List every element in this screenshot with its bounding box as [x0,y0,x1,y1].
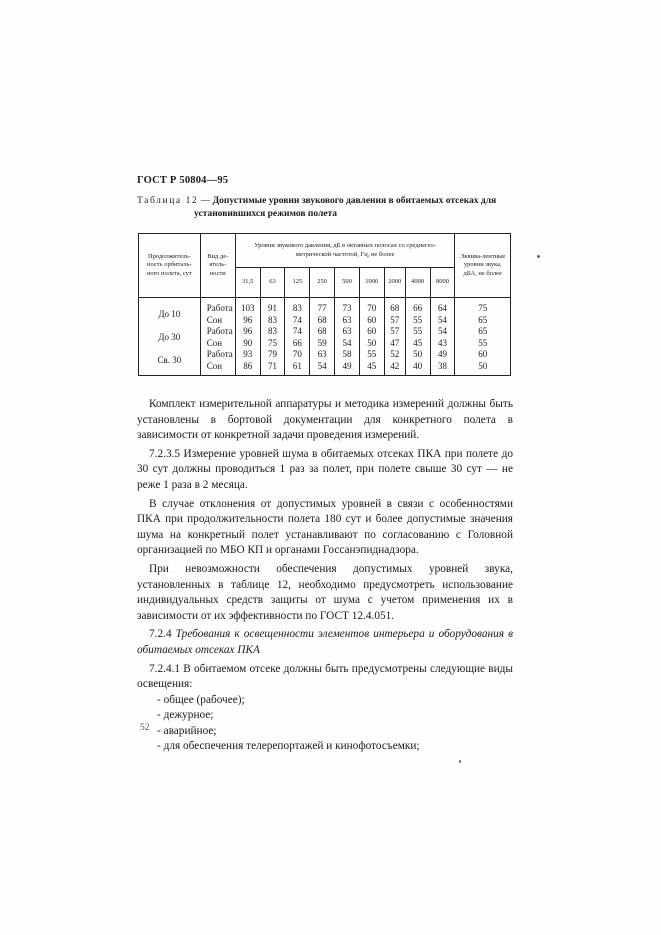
page-number: 52 [140,723,150,733]
level-cell: 57 [390,326,400,336]
level-cell: 60 [478,349,488,359]
list-item: - аварийное; [157,724,217,737]
duration-cell: Св. 30 [157,354,182,365]
section-title: Требования к освещенности элементов интерьера и оборудования в обитаемых отсеках ПКА [137,628,513,656]
equivalent-column [455,298,511,376]
noise-levels-table [138,233,511,376]
level-cell: 50 [478,360,488,371]
table-title-line1: Допустимые уровни звукового давления в обитаемых отсеках для [212,196,497,206]
level-cell: 60 [367,314,377,325]
level-cell: 50 [413,349,423,359]
activity-column [200,298,235,376]
level-cell: 96 [243,326,253,336]
level-cell: 45 [413,337,423,348]
freq-cell: 1000 [359,268,384,298]
paragraph: При невозможности обеспечения допустимых уровней звука, установленных в таблице 12, необходимо предусмотреть использование индивидуальных средств защиты от шума с учетом применения их в зависимости от их эффективности по ГОСТ 12.4.051. [137,562,513,622]
section-heading [137,627,513,658]
level-column [235,298,260,376]
level-cell: 65 [478,314,488,325]
body-text [137,397,513,755]
level-cell: 83 [292,303,302,313]
level-cell: 49 [437,349,447,359]
level-cell: 63 [342,326,352,336]
freq-cell: 4000 [405,268,430,298]
freq-cell: 8000 [430,268,455,298]
level-cell: 79 [268,349,278,359]
level-cell: 55 [413,326,423,336]
header-duration: Продолжитель-ность орбиталь-ного полета, сут [139,234,201,298]
header-levels: Уровни звукового давления, дБ в октавных полосах со среднегео-метрической частотой, Гц, не более [235,234,455,268]
level-cell: 52 [390,349,400,359]
duration-cell: До 30 [158,331,181,342]
scan-speck [459,760,461,763]
level-cell: 71 [268,360,278,371]
level-cell: 59 [317,337,327,348]
level-column [384,298,405,376]
list-item: - дежурное; [157,709,214,722]
level-cell: 68 [390,303,400,313]
level-cell: 73 [342,303,352,313]
level-cell: 74 [292,314,302,325]
level-cell: 38 [437,360,447,371]
level-cell: 55 [413,314,423,325]
table-caption [137,195,517,221]
level-cell: 66 [292,337,302,348]
level-cell: 90 [243,337,253,348]
level-column [260,298,285,376]
table-title-line2: установившихся режимов полета [194,209,338,219]
table-body-row [139,298,511,376]
level-cell: 96 [243,314,253,325]
activity-cell: Сон [206,337,223,348]
level-column [285,298,310,376]
level-cell: 49 [342,360,352,371]
freq-cell: 2000 [384,268,405,298]
paragraph: 7.2.3.5 Измерение уровней шума в обитаемых отсеках ПКА при полете до 30 сут должны проводиться 1 раз за полет, при полете свыше 30 сут — не реже 1 раза в 2 месяца. [137,447,513,491]
level-cell: 75 [268,337,278,348]
level-cell: 42 [390,360,400,371]
caption-dash: — [198,196,213,206]
level-cell: 55 [478,337,488,348]
level-cell: 47 [390,337,400,348]
level-cell: 60 [367,326,377,336]
paragraph: 7.2.4.1 В обитаемом отсеке должны быть предусмотрены следующие виды освещения: [137,662,513,691]
freq-cell: 250 [310,268,335,298]
level-cell: 64 [437,303,447,313]
level-cell: 70 [292,349,302,359]
duration-column [139,298,201,376]
level-cell: 54 [317,360,327,371]
level-cell: 68 [317,314,327,325]
level-cell: 77 [317,303,327,313]
scan-speck [537,255,540,258]
level-cell: 68 [317,326,327,336]
level-cell: 63 [317,349,327,359]
activity-cell: Работа [206,326,233,336]
level-cell: 40 [413,360,423,371]
level-cell: 57 [390,314,400,325]
freq-cell: 63 [260,268,285,298]
header-equivalent: Эквива-лентные уровни звука, дБА, не более [455,234,511,298]
level-cell: 83 [268,326,278,336]
level-column [405,298,430,376]
table-label: Таблица 12 [137,196,199,206]
freq-cell: 125 [285,268,310,298]
level-cell: 55 [367,349,377,359]
section-number: 7.2.4 [149,628,172,641]
header-activity: Вид де-ятель-ности [200,234,235,298]
activity-cell: Работа [206,303,233,313]
document-header: ГОСТ Р 50804—95 [137,175,229,186]
level-cell: 65 [478,326,488,336]
level-cell: 45 [367,360,377,371]
level-cell: 54 [437,326,447,336]
level-column [310,298,335,376]
level-cell: 74 [292,326,302,336]
level-cell: 54 [342,337,352,348]
level-cell: 86 [243,360,253,371]
level-cell: 70 [367,303,377,313]
level-cell: 91 [268,303,278,313]
list-item: - для обеспечения телерепортажей и кинофотосъемки; [157,740,420,753]
level-cell: 54 [437,314,447,325]
paragraph: Комплект измерительной аппаратуры и методика измерений должны быть установлены в бортовой документации для конкретного полета в зависимости от конкретной задачи проведения измерений. [137,398,513,442]
paragraph: В случае отклонения от допустимых уровней в связи с особенностями ПКА при продолжительности полета 180 сут и более допустимые значения шума на конкретный полет устанавливают по согласованию с Головной организацией по МБО КП и органами Госсанэпиднадзора. [137,497,513,557]
level-column [359,298,384,376]
level-column [430,298,455,376]
activity-cell: Сон [206,360,223,371]
duration-cell: До 10 [158,308,181,319]
level-cell: 83 [268,314,278,325]
level-column [335,298,360,376]
level-cell: 58 [342,349,352,359]
level-cell: 103 [240,303,255,313]
level-cell: 61 [292,360,302,371]
level-cell: 63 [342,314,352,325]
level-cell: 75 [478,303,488,313]
freq-cell: 500 [335,268,360,298]
activity-cell: Работа [206,349,233,359]
activity-cell: Сон [206,314,223,325]
freq-cell: 31,5 [235,268,260,298]
list-item: - общее (рабочее); [157,693,245,706]
level-cell: 43 [437,337,447,348]
level-cell: 93 [243,349,253,359]
level-cell: 50 [367,337,377,348]
level-cell: 66 [413,303,423,313]
